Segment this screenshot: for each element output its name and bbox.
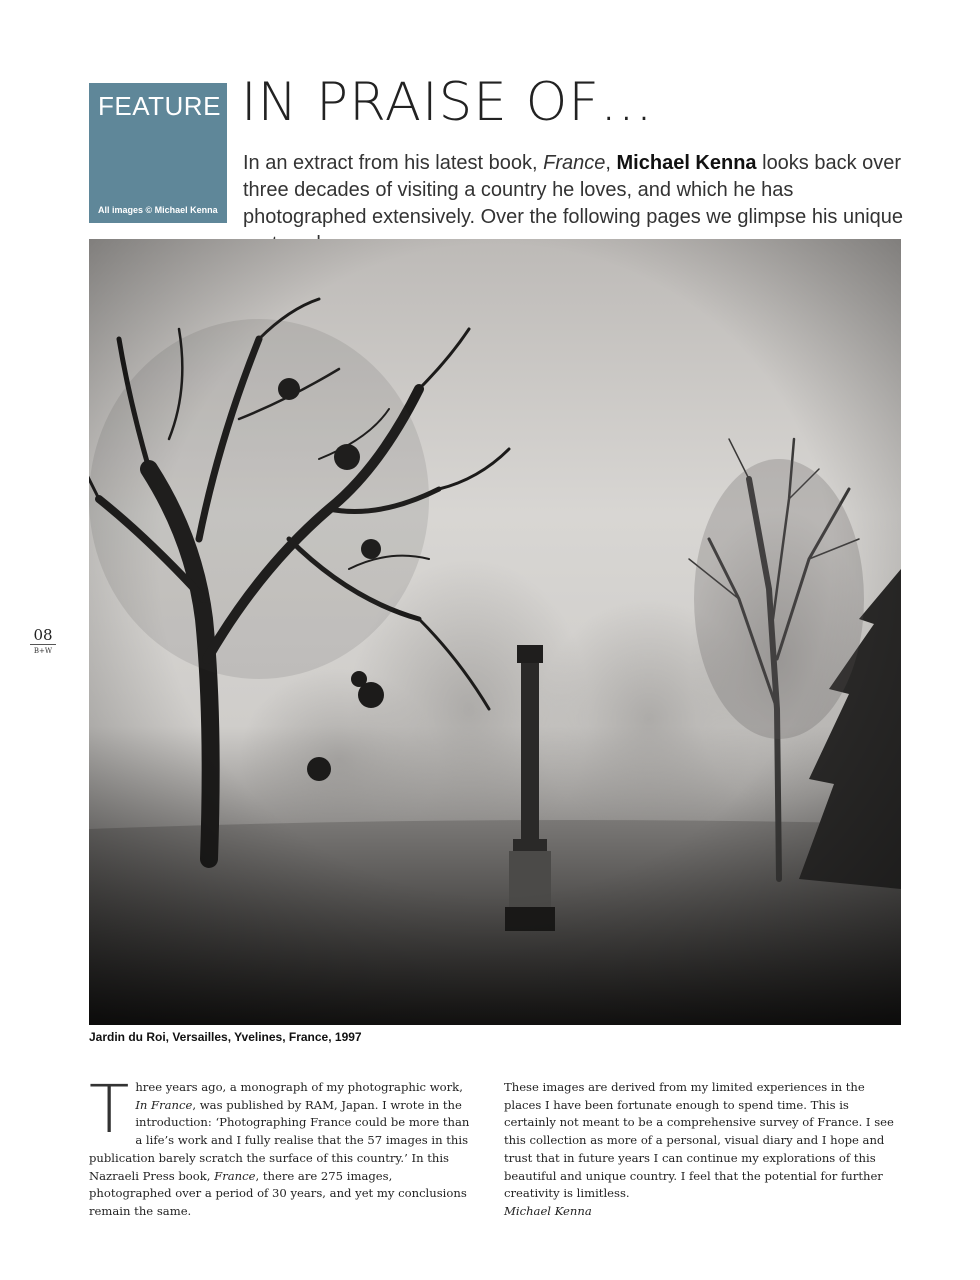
body-text-1: hree years ago, a monograph of my photographic work, (135, 1080, 463, 1094)
author-signature: Michael Kenna (504, 1203, 592, 1218)
photograph (89, 239, 901, 1025)
standfirst-text-2: , (605, 152, 617, 174)
body-text-2: , was published by RAM, Japan. I wrote in the introduction: ‘Photographing France could be more than a life’s work and I fully realise that the 57 images in this publication barely scratch the surface of this country.’ In this Nazraeli Press book, (89, 1097, 470, 1183)
drop-cap: T (89, 1071, 130, 1148)
feature-label: FEATURE (98, 91, 221, 121)
misty-park-photo (89, 239, 901, 1025)
photo-caption: Jardin du Roi, Versailles, Yvelines, France, 1997 (89, 1030, 362, 1044)
standfirst-text-1: In an extract from his latest book, (243, 152, 544, 174)
body-text-col2: These images are derived from my limited experiences in the places I have been fortunate enough to spend time. This is certainly not meant to be a comprehensive survey of France. I see this collection as more of a personal, visual diary and I hope and trust that in future years I can continue my explorations of this beautiful and unique country. I feel that the potential for further creativity is limitless. (504, 1080, 894, 1201)
body-column-1 (89, 1071, 474, 1221)
body-column-2 (504, 1079, 904, 1221)
body-text-3: , there are 275 images, photographed over a period of 30 years, and yet my conclusions remain the same. (89, 1168, 467, 1218)
headline: IN PRAISE OF… (241, 72, 654, 133)
folio (30, 626, 56, 655)
standfirst-book-title: France (543, 152, 606, 174)
body-italic-1: In France (135, 1097, 193, 1112)
vignette (89, 239, 901, 1025)
image-credit: All images © Michael Kenna (98, 205, 218, 215)
feature-label-box (89, 83, 227, 223)
magazine-mark: B+W (33, 647, 53, 655)
page-number: 08 (30, 626, 56, 645)
standfirst-text-3: looks back over three decades of visiting a country he loves, and which he has photographed extensively. Over the following pages we glimpse his unique (243, 152, 904, 228)
body-italic-2: France (214, 1168, 256, 1183)
standfirst-author: Michael Kenna (616, 152, 757, 174)
